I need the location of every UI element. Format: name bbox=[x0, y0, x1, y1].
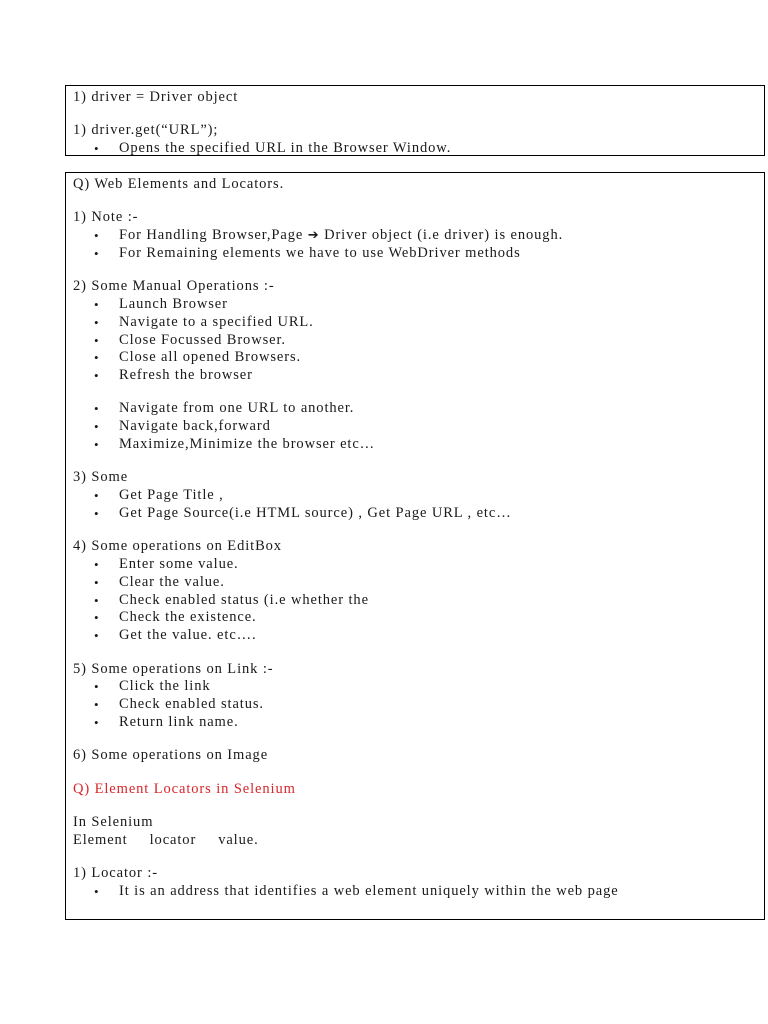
list-item: • Opens the specified URL in the Browser Window. bbox=[73, 140, 764, 158]
editbox-title: 4) Some operations on EditBox bbox=[73, 538, 282, 555]
list-item: • Click the link bbox=[73, 678, 764, 696]
note-bullet-pre: For Handling Browser,Page bbox=[119, 227, 304, 244]
note-title: 1) Note :- bbox=[73, 209, 139, 226]
list-item: • Refresh the browser bbox=[73, 367, 764, 385]
arrow-right-icon: ➔ bbox=[307, 228, 320, 244]
list-item: • Check enabled status. bbox=[73, 696, 764, 714]
list-item: • Navigate back,forward bbox=[73, 418, 764, 436]
list-item: • Clear the value. bbox=[73, 574, 764, 592]
note-bullet-post: Driver object (i.e driver) is enough. bbox=[324, 227, 564, 244]
list-item: • For Remaining elements we have to use WebDriver methods bbox=[73, 245, 764, 263]
locator-label: locator bbox=[149, 831, 197, 848]
list-item: • Navigate to a specified URL. bbox=[73, 314, 764, 332]
list-item: • Get Page Title , bbox=[73, 487, 764, 505]
list-item: • Launch Browser bbox=[73, 296, 764, 314]
image-title: 6) Some operations on Image bbox=[73, 747, 269, 764]
list-item: • Close Focussed Browser. bbox=[73, 332, 764, 350]
list-item: • Enter some value. bbox=[73, 556, 764, 574]
locators-heading: Q) Element Locators in Selenium bbox=[73, 780, 296, 797]
some-title: 3) Some bbox=[73, 469, 129, 486]
list-item: • Close all opened Browsers. bbox=[73, 349, 764, 367]
in-selenium-line: In Selenium bbox=[73, 813, 154, 830]
element-locator-value-line bbox=[73, 832, 764, 850]
list-item: • Navigate from one URL to another. bbox=[73, 400, 764, 418]
section-heading: Q) Web Elements and Locators. bbox=[73, 176, 285, 192]
code-box bbox=[65, 85, 765, 156]
list-item: • Get the value. etc…. bbox=[73, 627, 764, 645]
list-item: • It is an address that identifies a web element uniquely within the web page bbox=[73, 883, 764, 901]
list-item: • Check enabled status (i.e whether the bbox=[73, 592, 764, 610]
locator-def-title: 1) Locator :- bbox=[73, 864, 158, 881]
list-item: • Check the existence. bbox=[73, 609, 764, 627]
driver-object-line: 1) driver = Driver object bbox=[73, 89, 239, 105]
list-item: • Return link name. bbox=[73, 714, 764, 732]
element-label: Element bbox=[73, 831, 128, 848]
list-item bbox=[73, 227, 764, 245]
list-item: • Maximize,Minimize the browser etc… bbox=[73, 436, 764, 454]
value-label: value. bbox=[218, 831, 259, 848]
manual-ops-title: 2) Some Manual Operations :- bbox=[73, 278, 275, 295]
list-item: • Get Page Source(i.e HTML source) , Get Page URL , etc… bbox=[73, 505, 764, 523]
notes-box bbox=[65, 172, 765, 920]
link-title: 5) Some operations on Link :- bbox=[73, 660, 274, 677]
driver-get-line: 1) driver.get(“URL”); bbox=[73, 122, 219, 139]
